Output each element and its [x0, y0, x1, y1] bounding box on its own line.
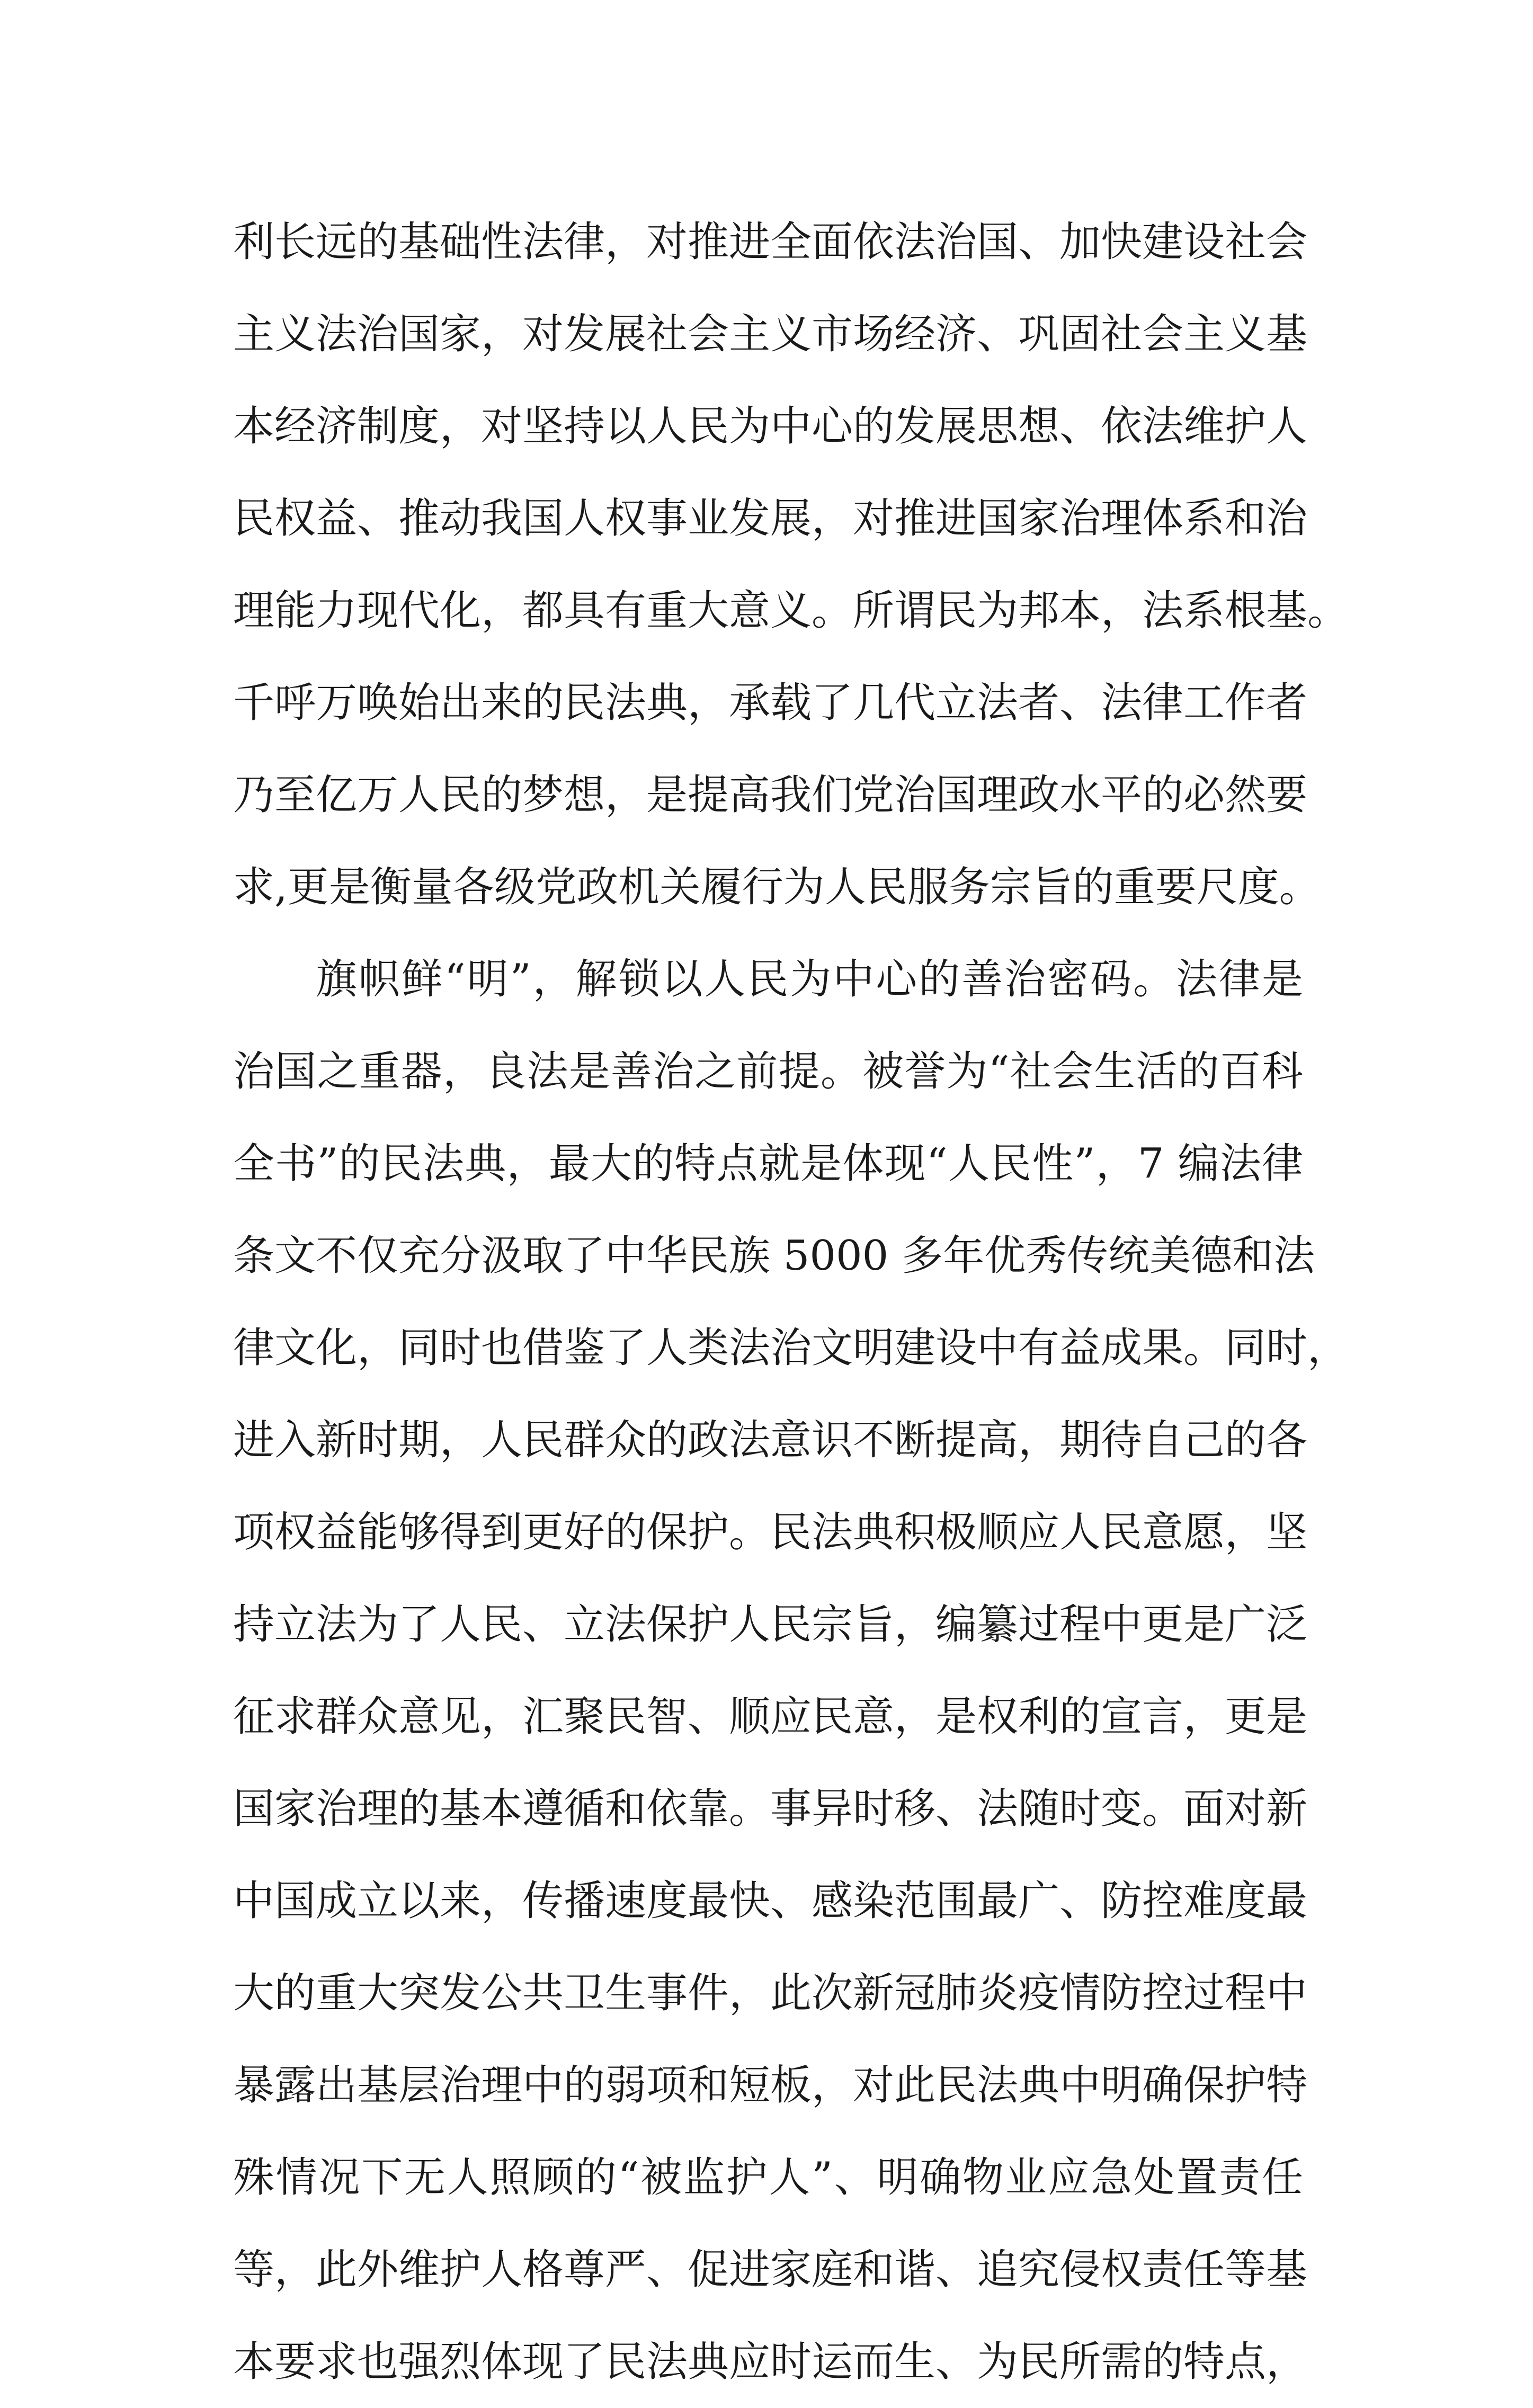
text-line: 全书”的民法典，最大的特点就是体现“人民性”，7 编法律 [233, 1140, 1303, 1188]
text-line: 民权益、推动我国人权事业发展，对推进国家治理体系和治 [233, 495, 1308, 542]
body-text [233, 196, 1349, 2408]
text-line: 大的重大突发公共卫生事件，此次新冠肺炎疫情防控过程中 [233, 1969, 1308, 2017]
text-line: 条文不仅充分汲取了中华民族 5000 多年优秀传统美德和法 [233, 1232, 1315, 1280]
text-line: 千呼万唤始出来的民法典，承载了几代立法者、法律工作者 [233, 679, 1308, 727]
text-line: 利长远的基础性法律，对推进全面依法治国、加快建设社会 [233, 218, 1308, 266]
text-line: 征求群众意见，汇聚民智、顺应民意，是权利的宣言，更是 [233, 1693, 1308, 1741]
text-line: 主义法治国家，对发展社会主义市场经济、巩固社会主义基 [233, 310, 1308, 358]
text-line: 项权益能够得到更好的保护。民法典积极顺应人民意愿，坚 [233, 1509, 1308, 1556]
text-line: 中国成立以来，传播速度最快、感染范围最广、防控难度最 [233, 1877, 1308, 1925]
text-line: 治国之重器，良法是善治之前提。被誉为“社会生活的百科 [233, 1048, 1303, 1095]
text-line: 求,更是衡量各级党政机关履行为人民服务宗旨的重要尺度。 [233, 863, 1321, 911]
paragraph-start-line: 旗帜鲜“明”，解锁以人民为中心的善治密码。法律是 [316, 956, 1303, 1003]
text-line: 本要求也强烈体现了民法典应时运而生、为民所需的特点， [233, 2338, 1308, 2386]
text-line: 本经济制度，对坚持以人民为中心的发展思想、依法维护人 [233, 403, 1308, 450]
text-line: 持立法为了人民、立法保护人民宗旨，编纂过程中更是广泛 [233, 1601, 1308, 1648]
text-line: 暴露出基层治理中的弱项和短板，对此民法典中明确保护特 [233, 2062, 1308, 2109]
text-line: 乃至亿万人民的梦想，是提高我们党治国理政水平的必然要 [233, 771, 1308, 819]
text-line: 国家治理的基本遵循和依靠。事异时移、法随时变。面对新 [233, 1785, 1308, 1833]
text-line: 进入新时期，人民群众的政法意识不断提高，期待自己的各 [233, 1416, 1308, 1464]
text-line: 等，此外维护人格尊严、促进家庭和谐、追究侵权责任等基 [233, 2246, 1308, 2294]
text-line: 殊情况下无人照顾的“被监护人”、明确物业应急处置责任 [233, 2154, 1303, 2201]
text-line: 律文化，同时也借鉴了人类法治文明建设中有益成果。同时， [233, 1324, 1349, 1372]
text-line: 理能力现代化，都具有重大意义。所谓民为邦本，法系根基。 [233, 587, 1349, 635]
